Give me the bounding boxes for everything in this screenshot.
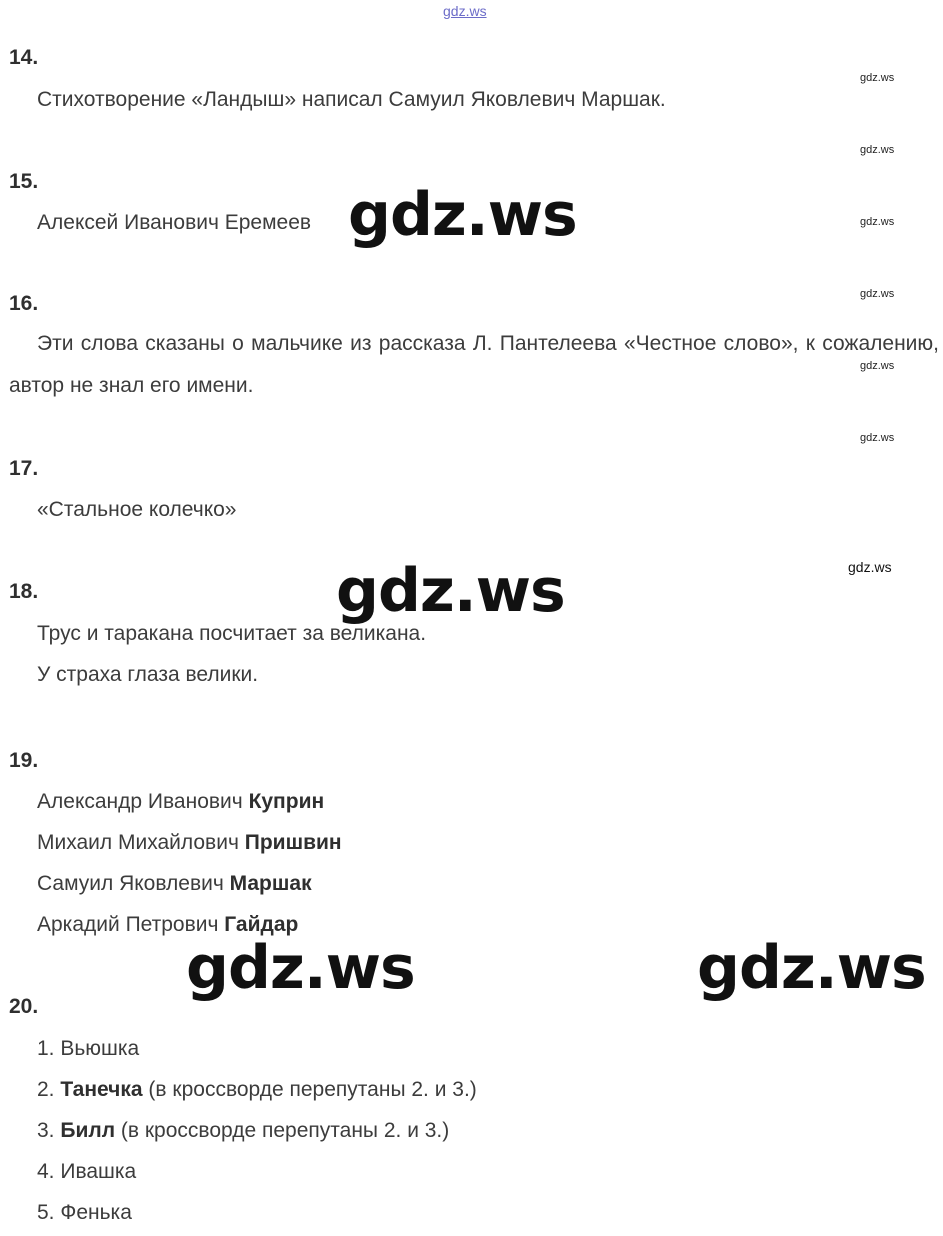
author-first-names: Аркадий Петрович: [37, 913, 219, 936]
answer-text: Эти слова сказаны о мальчике из рассказа Л. Пантелеева «Честное слово», к сожалению, автор не знал его имени.: [9, 332, 939, 397]
item-index: 3.: [37, 1119, 61, 1142]
item-index: 4.: [37, 1160, 61, 1183]
list-item: [37, 1078, 477, 1102]
list-item: [37, 1160, 136, 1184]
watermark-small: gdz.ws: [860, 360, 895, 372]
watermark-small: gdz.ws: [860, 72, 895, 84]
question-number: 16.: [9, 292, 39, 315]
item-name: Билл: [60, 1119, 116, 1142]
author-first-names: Самуил Яковлевич: [37, 872, 224, 895]
item-text: Вьюшка: [60, 1037, 140, 1060]
item-name: Танечка: [60, 1078, 143, 1101]
author-line: [37, 790, 324, 814]
author-first-names: Михаил Михайлович: [37, 831, 239, 854]
proverb-line: У страха глаза велики.: [37, 663, 259, 686]
item-index: 5.: [37, 1201, 61, 1224]
question-number: 15.: [9, 170, 39, 193]
author-first-names: Александр Иванович: [37, 790, 243, 813]
watermark-big: gdz.ws: [336, 556, 565, 626]
proverb-line: Трус и таракана посчитает за великана.: [37, 622, 427, 645]
answer-text: Алексей Иванович Еремеев: [37, 211, 312, 234]
item-text: Фенька: [60, 1201, 132, 1224]
author-surname: Пришвин: [244, 831, 342, 854]
watermark-small: gdz.ws: [860, 144, 895, 156]
item-note: (в кроссворде перепутаны 2. и 3.): [142, 1078, 477, 1101]
answer-text: «Стальное колечко»: [37, 498, 237, 521]
author-surname: Гайдар: [224, 913, 299, 936]
question-number: 19.: [9, 749, 39, 772]
item-note: (в кроссворде перепутаны 2. и 3.): [115, 1119, 450, 1142]
watermark-small: gdz.ws: [860, 432, 895, 444]
list-item: [37, 1037, 139, 1061]
list-item: [37, 1201, 132, 1225]
item-index: 1.: [37, 1037, 61, 1060]
list-item: [37, 1119, 449, 1143]
watermark-small: gdz.ws: [860, 216, 895, 228]
author-surname: Маршак: [229, 872, 312, 895]
watermark-small: gdz.ws: [860, 288, 895, 300]
watermark-small: gdz.ws: [848, 559, 892, 575]
author-surname: Куприн: [248, 790, 325, 813]
item-text: Ивашка: [60, 1160, 137, 1183]
question-number: 17.: [9, 457, 39, 480]
watermark-big: gdz.ws: [697, 933, 926, 1003]
question-number: 14.: [9, 46, 39, 69]
watermark-top: gdz.ws: [443, 3, 487, 19]
watermark-big: gdz.ws: [348, 180, 577, 250]
question-number: 18.: [9, 580, 39, 603]
answer-text: Стихотворение «Ландыш» написал Самуил Яковлевич Маршак.: [37, 88, 666, 111]
watermark-big: gdz.ws: [186, 933, 415, 1003]
item-index: 2.: [37, 1078, 61, 1101]
author-line: [37, 872, 312, 896]
question-number: 20.: [9, 995, 39, 1018]
author-line: [37, 831, 342, 855]
